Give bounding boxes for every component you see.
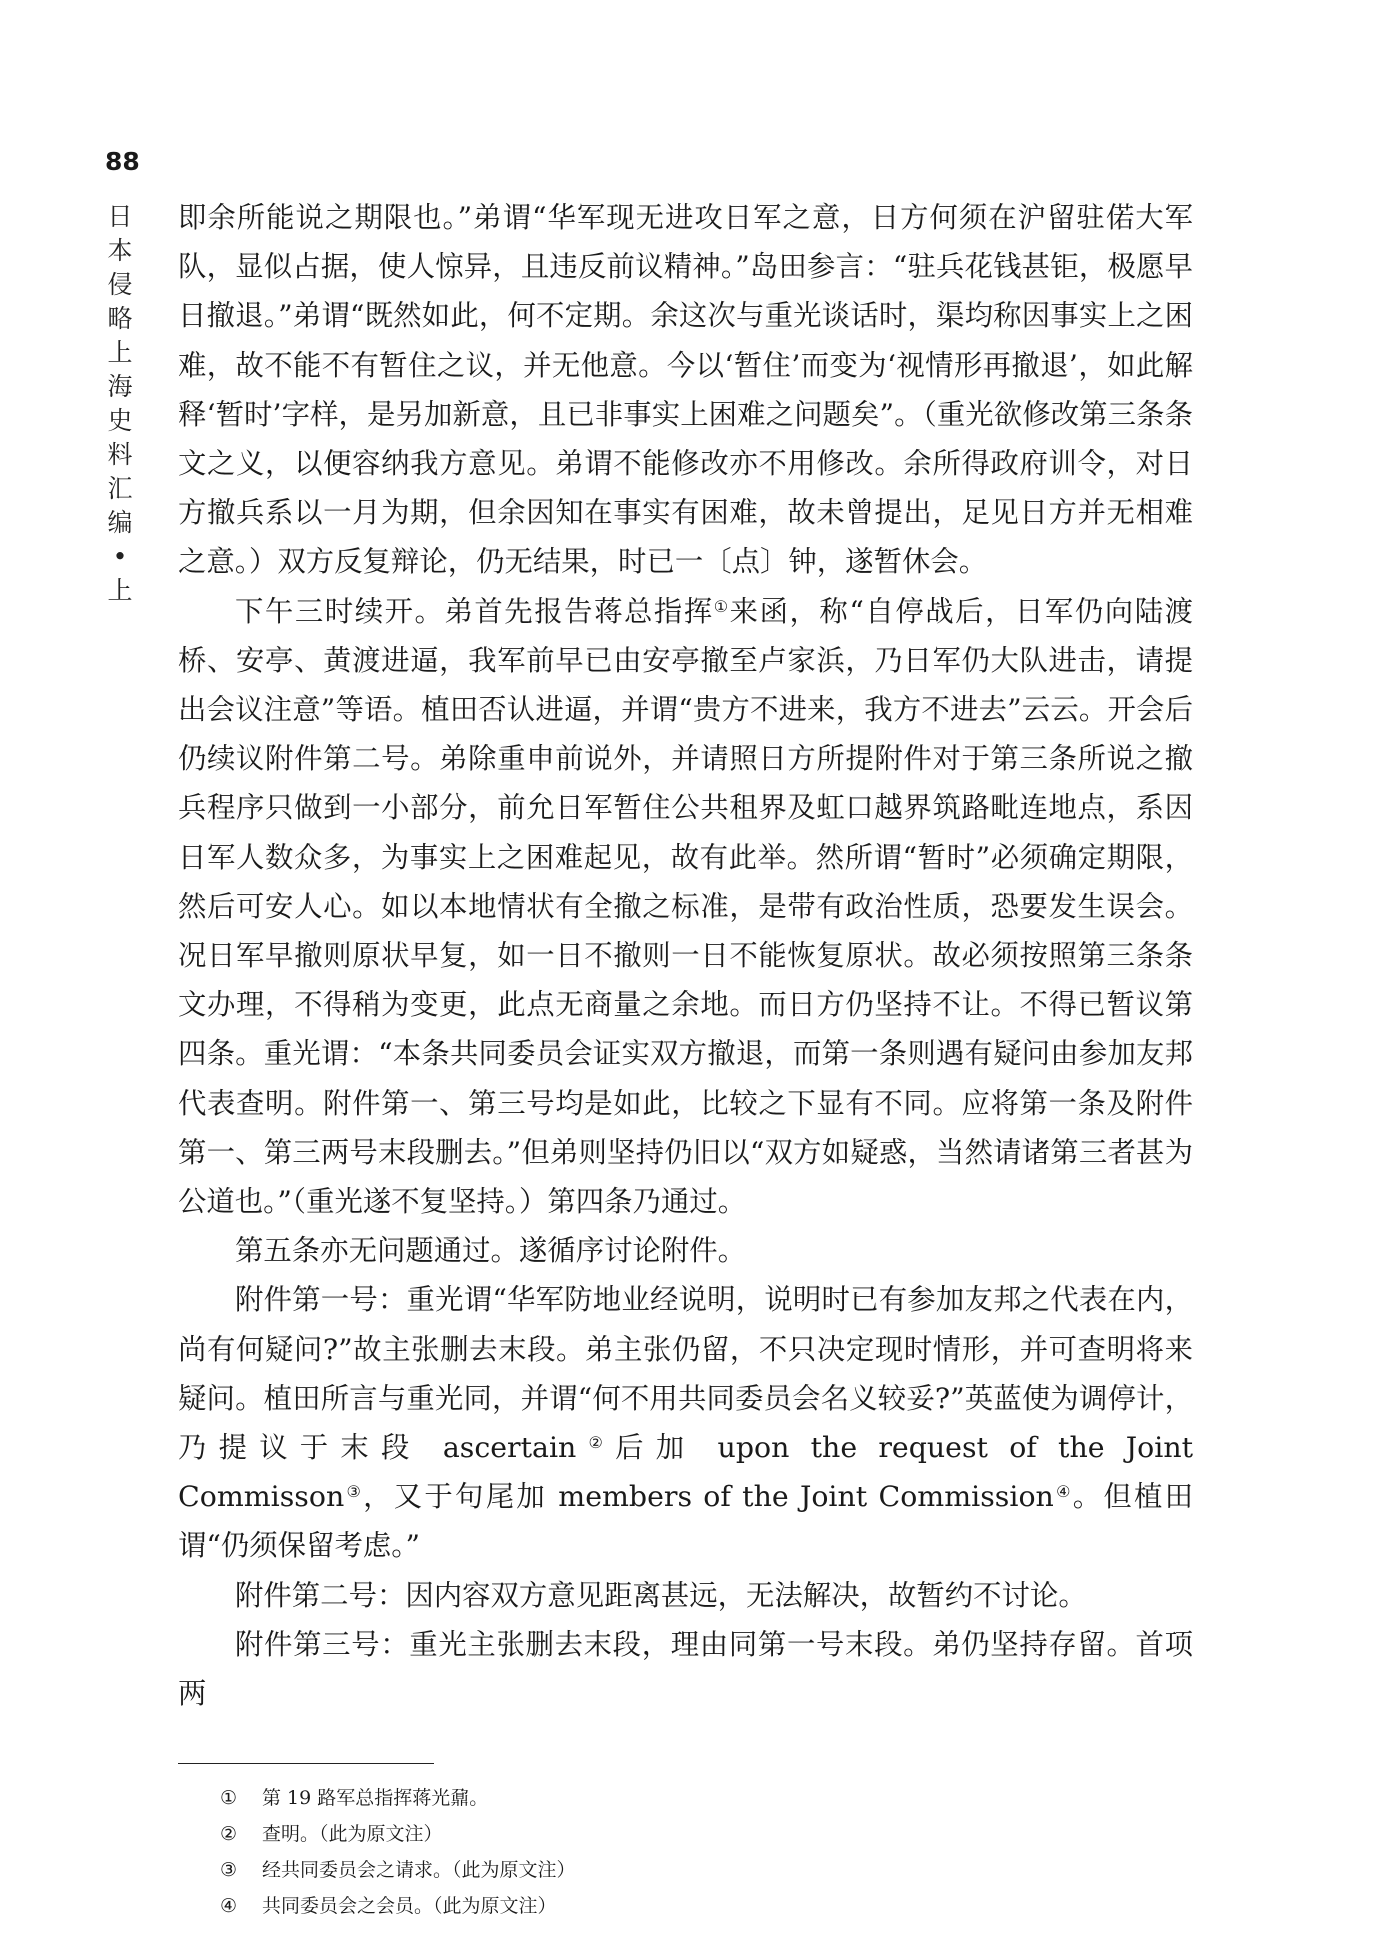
paragraph-2-part-b: 来函，称“自停战后，日军仍向陆渡桥、安亭、黄渡进逼，我军前早已由安亭撤至卢家浜，乃日军仍大队进击，请提出会议注意”等语。植田否认进逼，并谓“贵方不进来，我方不进去”云云。开会后仍续议附件第二号。弟除重申前说外，并请照日方所提附件对于第三条所说之撤兵程序只做到一小部分，前允日军暂住公共租界及虹口越界筑路毗连地点，系因日军人数众多，为事实上之困难起见，故有此举。然所谓“暂时”必须确定期限，然后可安人心。如以本地情状有全撤之标准，是带有政治性质，恐要发生误会。况日军早撤则原状早复，如一日不撤则一日不能恢复原状。故必须按照第三条条文办理，不得稍为变更，此点无商量之余地。而日方仍坚持不让。不得已暂议第四条。重光谓：“本条共同委员会证实双方撤退，而第一条则遇有疑问由参加友邦代表查明。附件第一、第三号均是如此，比较之下显有不同。应将第一条及附件第一、第三两号末段删去。”但弟则坚持仍旧以“双方如疑惑，当然请诸第三者甚为公道也。”（重光遂不复坚持。）第四条乃通过。 [178, 594, 1194, 1219]
paragraph-2 [178, 587, 1193, 1227]
footnote-ref-2: ② [576, 1433, 616, 1453]
footnote-4 [220, 1888, 1120, 1924]
paragraph-3: 第五条亦无问题通过。遂循序讨论附件。 [235, 1234, 747, 1268]
footnote-3 [220, 1852, 1120, 1888]
footnote-text: 经共同委员会之请求。（此为原文注） [262, 1859, 576, 1881]
footnote-ref-4: ④ [1053, 1482, 1073, 1502]
paragraph-4-part-b: 后加 upon the request of the Joint Commisson [178, 1431, 1194, 1514]
page-number: 88 [105, 147, 140, 176]
footnote-mark: ④ [220, 1895, 238, 1917]
footnote-mark: ① [220, 1787, 238, 1809]
footnote-text: 第 19 路军总指挥蒋光鼐。 [262, 1787, 489, 1809]
paragraph-6: 附件第三号：重光主张删去末段，理由同第一号末段。弟仍坚持存留。首项两 [178, 1627, 1193, 1711]
footnote-mark: ② [220, 1823, 238, 1845]
footnote-2 [220, 1816, 1120, 1852]
paragraph-4 [178, 1275, 1193, 1570]
paragraph-5: 附件第二号：因内容双方意见距离甚远，无法解决，故暂约不讨论。 [235, 1578, 1087, 1612]
paragraph-1: 即余所能说之期限也。”弟谓“华军现无进攻日军之意，日方何须在沪留驻偌大军队，显似占据，使人惊异，且违反前议精神。”岛田参言：“驻兵花钱甚钜，极愿早日撤退。”弟谓“既然如此，何不定期。余这次与重光谈话时，渠均称因事实上之困难，故不能不有暂住之议，并无他意。今以‘暂住’而变为‘视情形再撤退’，如此解释‘暂时’字样，是另加新意，且已非事实上困难之问题矣”。（重光欲修改第三条条文之义，以便容纳我方意见。弟谓不能修改亦不用修改。余所得政府训令，对日方撤兵系以一月为期，但余因知在事实有困难，故未曾提出，足见日方并无相难之意。）双方反复辩论，仍无结果，时已一〔点〕钟，遂暂休会。 [178, 201, 1193, 579]
body-text [178, 193, 1193, 1718]
footnote-divider [178, 1763, 434, 1764]
footnote-text: 查明。（此为原文注） [262, 1823, 443, 1845]
footnote-mark: ③ [220, 1859, 238, 1881]
paragraph-4-part-c: ，又于句尾加 members of the Joint Commission [363, 1480, 1054, 1514]
footnote-text: 共同委员会之会员。（此为原文注） [262, 1895, 557, 1917]
paragraph-2-part-a: 下午三时续开。弟首先报告蒋总指挥 [235, 594, 714, 628]
paragraph-4-part-a: 附件第一号：重光谓“华军防地业经说明，说明时已有参加友邦之代表在内，尚有何疑问?”故主张删去末段。弟主张仍留，不只决定现时情形，并可查明将来疑问。植田所言与重光同，并谓“何不用共同委员会名义较妥?”英蓝使为调停计，乃提议于末段 ascertain [178, 1283, 1193, 1465]
paragraph-4-part-d: 。但植田谓“仍须保留考虑。” [178, 1480, 1194, 1563]
running-head: 日本侵略上海史料汇编•上 [107, 202, 133, 605]
footnotes [220, 1780, 1120, 1924]
footnote-1 [220, 1780, 1120, 1816]
footnote-ref-1: ① [713, 596, 730, 616]
footnote-ref-3: ③ [344, 1482, 364, 1502]
